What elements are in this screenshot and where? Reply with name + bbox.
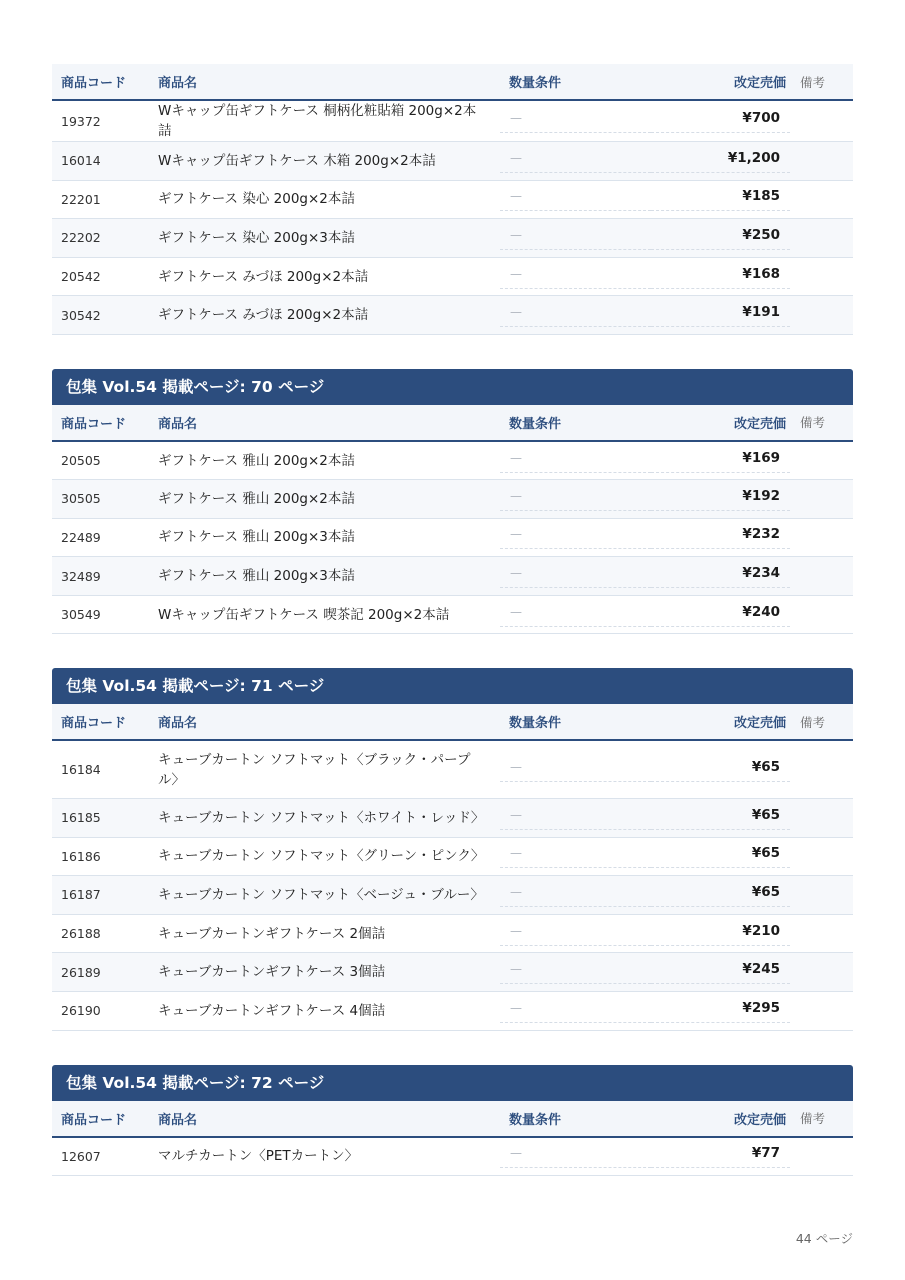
revised-price: ¥169 xyxy=(651,449,790,473)
price-section xyxy=(52,668,853,1030)
product-code: 26190 xyxy=(61,1003,101,1019)
product-code: 32489 xyxy=(61,568,101,584)
revised-price-cell xyxy=(651,595,790,634)
quantity-condition: — xyxy=(500,303,651,327)
revised-price-cell xyxy=(651,837,790,876)
table-row xyxy=(52,798,853,837)
column-header-qty: 数量条件 xyxy=(509,716,562,732)
table-row xyxy=(52,480,853,519)
price-section xyxy=(52,369,853,634)
revised-price-cell xyxy=(651,876,790,915)
quantity-condition-cell xyxy=(500,441,651,480)
product-code: 19372 xyxy=(61,113,101,129)
column-header-note: 備考 xyxy=(800,415,826,431)
product-name: キューブカートンギフトケース 3個詰 xyxy=(158,964,386,981)
product-name: Wキャップ缶ギフトケース 桐柄化粧貼箱 200g×2本詰 xyxy=(158,103,477,139)
revised-price-cell xyxy=(651,518,790,557)
product-name: ギフトケース 雅山 200g×2本詰 xyxy=(158,452,355,469)
revised-price-cell xyxy=(651,991,790,1030)
note xyxy=(790,991,853,1030)
quantity-condition: — xyxy=(500,226,651,250)
quantity-condition-cell xyxy=(500,219,651,258)
revised-price-cell xyxy=(651,100,790,142)
quantity-condition-cell xyxy=(500,480,651,519)
note xyxy=(790,557,853,596)
product-code: 22489 xyxy=(61,529,101,545)
product-code: 26189 xyxy=(61,964,101,980)
product-code: 16187 xyxy=(61,887,101,903)
note xyxy=(790,180,853,219)
quantity-condition: — xyxy=(500,999,651,1023)
product-code: 16184 xyxy=(61,762,101,778)
product-code: 30505 xyxy=(61,491,101,507)
price-section xyxy=(52,64,853,335)
column-header-name: 商品名 xyxy=(158,1112,198,1128)
quantity-condition: — xyxy=(500,960,651,984)
quantity-condition-cell xyxy=(500,1137,651,1176)
quantity-condition-cell xyxy=(500,257,651,296)
column-header-code: 商品コード xyxy=(61,416,127,432)
revised-price-cell xyxy=(651,798,790,837)
quantity-condition-cell xyxy=(500,595,651,634)
note xyxy=(790,257,853,296)
price-table xyxy=(52,405,853,634)
section-header: 包集 Vol.54 掲載ページ: 70 ページ xyxy=(52,369,853,405)
price-table xyxy=(52,1101,853,1176)
note xyxy=(790,100,853,142)
quantity-condition-cell xyxy=(500,837,651,876)
table-row xyxy=(52,837,853,876)
revised-price: ¥240 xyxy=(651,603,790,627)
product-code: 30549 xyxy=(61,607,101,623)
quantity-condition: — xyxy=(500,564,651,588)
table-row xyxy=(52,100,853,142)
revised-price-cell xyxy=(651,296,790,335)
product-code: 20542 xyxy=(61,269,101,285)
product-name: ギフトケース 染心 200g×2本詰 xyxy=(158,191,355,208)
quantity-condition: — xyxy=(500,487,651,511)
product-code: 26188 xyxy=(61,926,101,942)
note xyxy=(790,798,853,837)
note xyxy=(790,595,853,634)
product-code: 22202 xyxy=(61,230,101,246)
section-header: 包集 Vol.54 掲載ページ: 71 ページ xyxy=(52,668,853,704)
quantity-condition: — xyxy=(500,1144,651,1168)
product-name: Wキャップ缶ギフトケース 木箱 200g×2本詰 xyxy=(158,152,436,169)
revised-price-cell xyxy=(651,257,790,296)
quantity-condition-cell xyxy=(500,740,651,798)
quantity-condition: — xyxy=(500,883,651,907)
note xyxy=(790,296,853,335)
revised-price: ¥1,200 xyxy=(651,149,790,173)
revised-price: ¥234 xyxy=(651,564,790,588)
revised-price-cell xyxy=(651,557,790,596)
table-row xyxy=(52,296,853,335)
note xyxy=(790,876,853,915)
column-header-row xyxy=(52,64,853,100)
quantity-condition-cell xyxy=(500,876,651,915)
quantity-condition: — xyxy=(500,525,651,549)
note xyxy=(790,837,853,876)
revised-price: ¥185 xyxy=(651,187,790,211)
product-name: ギフトケース 染心 200g×3本詰 xyxy=(158,229,355,246)
revised-price: ¥700 xyxy=(651,109,790,133)
table-row xyxy=(52,953,853,992)
page-number: 44 ページ xyxy=(795,1231,853,1246)
price-section xyxy=(52,1065,853,1176)
quantity-condition-cell xyxy=(500,557,651,596)
column-header-note: 備考 xyxy=(800,74,826,90)
revised-price: ¥232 xyxy=(651,525,790,549)
revised-price: ¥295 xyxy=(651,999,790,1023)
product-code: 16186 xyxy=(61,848,101,864)
table-row xyxy=(52,518,853,557)
revised-price-cell xyxy=(651,480,790,519)
revised-price-cell xyxy=(651,914,790,953)
quantity-condition: — xyxy=(500,149,651,173)
column-header-code: 商品コード xyxy=(61,1112,127,1128)
revised-price: ¥65 xyxy=(651,806,790,830)
revised-price-cell xyxy=(651,740,790,798)
product-name: キューブカートンギフトケース 2個詰 xyxy=(158,925,386,942)
column-header-note: 備考 xyxy=(800,1111,826,1126)
table-row xyxy=(52,257,853,296)
product-name: キューブカートン ソフトマット〈グリーン・ピンク〉 xyxy=(158,848,485,865)
product-code: 22201 xyxy=(61,191,101,207)
product-name: キューブカートン ソフトマット〈ブラック・パープル〉 xyxy=(158,751,471,788)
revised-price-cell xyxy=(651,441,790,480)
section-header: 包集 Vol.54 掲載ページ: 72 ページ xyxy=(52,1065,853,1101)
column-header-name: 商品名 xyxy=(158,416,198,432)
column-header-code: 商品コード xyxy=(61,716,127,732)
column-header-row xyxy=(52,405,853,441)
quantity-condition-cell xyxy=(500,518,651,557)
product-name: ギフトケース 雅山 200g×3本詰 xyxy=(158,568,355,585)
quantity-condition-cell xyxy=(500,991,651,1030)
product-name: キューブカートンギフトケース 4個詰 xyxy=(158,1002,386,1019)
column-header-row xyxy=(52,1101,853,1137)
quantity-condition: — xyxy=(500,806,651,830)
quantity-condition: — xyxy=(500,265,651,289)
price-list xyxy=(52,64,853,1210)
quantity-condition: — xyxy=(500,844,651,868)
product-name: ギフトケース みづほ 200g×2本詰 xyxy=(158,268,369,285)
revised-price-cell xyxy=(651,1137,790,1176)
quantity-condition: — xyxy=(500,187,651,211)
quantity-condition-cell xyxy=(500,914,651,953)
column-header-qty: 数量条件 xyxy=(509,1112,562,1128)
revised-price: ¥191 xyxy=(651,303,790,327)
product-name: マルチカートン〈PETカートン〉 xyxy=(158,1148,359,1165)
quantity-condition: — xyxy=(500,109,651,133)
revised-price: ¥65 xyxy=(651,844,790,868)
column-header-qty: 数量条件 xyxy=(509,76,562,91)
quantity-condition: — xyxy=(500,603,651,627)
product-code: 30542 xyxy=(61,307,101,323)
quantity-condition: — xyxy=(500,449,651,473)
quantity-condition-cell xyxy=(500,953,651,992)
note xyxy=(790,914,853,953)
revised-price: ¥65 xyxy=(651,883,790,907)
product-code: 16185 xyxy=(61,810,101,826)
revised-price: ¥168 xyxy=(651,265,790,289)
column-header-name: 商品名 xyxy=(158,76,198,91)
note xyxy=(790,953,853,992)
quantity-condition-cell xyxy=(500,296,651,335)
table-row xyxy=(52,740,853,798)
note xyxy=(790,480,853,519)
revised-price: ¥245 xyxy=(651,960,790,984)
price-table xyxy=(52,64,853,335)
table-row xyxy=(52,595,853,634)
product-name: ギフトケース 雅山 200g×2本詰 xyxy=(158,490,355,507)
note xyxy=(790,740,853,798)
column-header-qty: 数量条件 xyxy=(509,416,562,432)
quantity-condition: — xyxy=(500,922,651,946)
product-name: ギフトケース 雅山 200g×3本詰 xyxy=(158,529,355,546)
quantity-condition-cell xyxy=(500,142,651,181)
revised-price: ¥210 xyxy=(651,922,790,946)
note xyxy=(790,1137,853,1176)
column-header-code: 商品コード xyxy=(61,76,127,91)
product-code: 20505 xyxy=(61,453,101,469)
revised-price: ¥77 xyxy=(651,1144,790,1168)
table-row xyxy=(52,142,853,181)
table-row xyxy=(52,180,853,219)
table-row xyxy=(52,876,853,915)
revised-price: ¥250 xyxy=(651,226,790,250)
quantity-condition-cell xyxy=(500,798,651,837)
note xyxy=(790,142,853,181)
table-row xyxy=(52,441,853,480)
table-row xyxy=(52,219,853,258)
product-name: キューブカートン ソフトマット〈ホワイト・レッド〉 xyxy=(158,809,485,826)
column-header-price: 改定売価 xyxy=(733,716,786,732)
note xyxy=(790,441,853,480)
revised-price-cell xyxy=(651,142,790,181)
table-row xyxy=(52,1137,853,1176)
table-row xyxy=(52,914,853,953)
product-name: Wキャップ缶ギフトケース 喫茶記 200g×2本詰 xyxy=(158,606,450,623)
column-header-price: 改定売価 xyxy=(733,1112,786,1128)
note xyxy=(790,518,853,557)
column-header-name: 商品名 xyxy=(158,716,198,732)
revised-price-cell xyxy=(651,219,790,258)
table-row xyxy=(52,991,853,1030)
table-row xyxy=(52,557,853,596)
product-name: ギフトケース みづほ 200g×2本詰 xyxy=(158,307,369,324)
product-name: キューブカートン ソフトマット〈ベージュ・ブルー〉 xyxy=(158,886,484,903)
quantity-condition: — xyxy=(500,758,651,782)
column-header-price: 改定売価 xyxy=(733,76,786,91)
revised-price: ¥192 xyxy=(651,487,790,511)
note xyxy=(790,219,853,258)
revised-price: ¥65 xyxy=(651,758,790,782)
product-code: 12607 xyxy=(61,1148,101,1164)
product-code: 16014 xyxy=(61,153,101,169)
revised-price-cell xyxy=(651,953,790,992)
price-table xyxy=(52,704,853,1030)
quantity-condition-cell xyxy=(500,180,651,219)
column-header-price: 改定売価 xyxy=(733,416,786,432)
column-header-note: 備考 xyxy=(800,714,826,730)
quantity-condition-cell xyxy=(500,100,651,142)
revised-price-cell xyxy=(651,180,790,219)
column-header-row xyxy=(52,704,853,740)
